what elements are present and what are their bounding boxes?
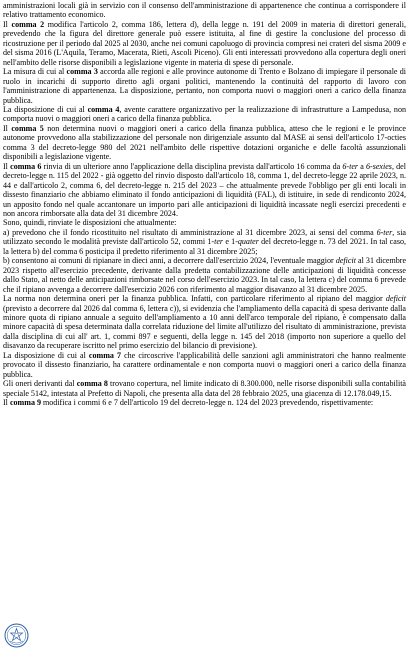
text-run: e 1-	[223, 237, 238, 247]
text-run: La disposizione di cui al	[3, 104, 88, 114]
text-run: La disposizione di cui al	[3, 350, 89, 360]
text-run: al 31 dicembre 2023 rispetto all'esercizio precedente, derivante dalla predetta contabilizzazione delle anticipazioni di liquidità concesse dallo Stato, al netto delle anticipazioni rimborsate nel corso dell'esercizio 2023. In tal caso, la lettera c) del comma 6 prevede che il ripiano avvenga a decorrere dall'esercizio 2026 con riferimento al maggior disavanzo al 31 dicembre 2025.	[3, 256, 407, 294]
bold-run: comma 3	[66, 67, 98, 77]
text-run: La norma non determina oneri per la finanza pubblica. Infatti, con particolare riferimento al ripiano del maggior	[3, 294, 386, 304]
text-run: Gli oneri derivanti dal	[3, 379, 77, 389]
text-run: Il	[3, 398, 10, 408]
bold-run: comma 4	[87, 104, 120, 114]
bold-run: comma 8	[76, 379, 108, 389]
text-run: Il	[3, 161, 11, 171]
text-run: a) prevedono che il fondo ricostituito nel risultato di amministrazione al 31 dicembre 2023, ai sensi del comma	[3, 227, 377, 237]
text-run: La misura di cui al	[3, 67, 67, 77]
bold-run: comma 2	[11, 19, 45, 29]
bold-run: comma 9	[9, 398, 41, 408]
paragraph-comma-8	[3, 379, 406, 398]
italic-run: ter	[214, 237, 224, 247]
paragraph-comma-5	[3, 124, 406, 162]
bold-run: comma 6	[10, 161, 42, 171]
text-run: Sono, quindi, rinviate le disposizioni che attualmente:	[3, 218, 177, 228]
text-run: modifica i commi 6 e 7 dell'articolo 19 del decreto-legge n. 124 del 2023 prevedendo, rispettivamente:	[41, 398, 374, 408]
text-run: a	[358, 161, 367, 171]
bold-run: comma 7	[88, 350, 122, 360]
italic-run: quater	[237, 237, 259, 247]
bold-run: comma 5	[11, 123, 44, 133]
paragraph-comma-2	[3, 20, 406, 67]
paragraph-comma-4	[3, 105, 406, 124]
text-run: Il	[3, 123, 12, 133]
paragraph-item-a	[3, 228, 406, 256]
text-run: non determina nuovi o maggiori oneri a carico della finanza pubblica, atteso che le regioni e le province autonome provvedono alla stabilizzazione del personale non dirigenziale assunto dal MASE ai sensi dell'articolo 17-octies comma 3 del decreto-legge 980 del 2021 nell'ambito delle rispettive dotazioni organiche e delle facoltà assunzionali disponibili a legislazione vigente.	[3, 123, 406, 162]
paragraph-comma-7	[3, 351, 406, 379]
paragraph-comma-3	[3, 67, 406, 105]
paragraph-comma-9	[3, 398, 406, 407]
text-run: , del decreto-legge n. 115 del 2022 - già oggetto del rinvio disposto dall'articolo 18, comma 1, del decreto-legge 22 aprile 2023, n. 44 e dall'articolo 2, comma 6, del decreto-legge n. 215 del 2023 – che attualmente prevede l'obbligo per gli enti locali in dissesto finanziario che abbiamo eliminato il fondo anticipazioni di liquidità (FAL), di istituire, in sede di rendiconto 2024, un apposito fondo nel quale accantonare un importo pari alle anticipazioni di liquidità incassate negli esercizi precedenti e non ancora rimborsate alla data del 31 dicembre 2024.	[3, 161, 406, 218]
text-run: Il	[3, 19, 12, 29]
text-run: trovano copertura, nel limite indicato di 8.300.000, nelle risorse disponibili sulla contabilità speciale 5142, intestata al Prefetto di Napoli, che presenta alla data del 28 febbraio 2025, una giacenza di 12.178.049,15.	[3, 379, 406, 398]
republic-seal-icon	[4, 623, 29, 648]
text-run: modifica l'articolo 2, comma 186, lettera d), della legge n. 191 del 2009 in materia di direttori generali, prevedendo che la figura del direttore generale può essere istituita, al fine di gestire la conclusione del processo di ricostruzione per il periodo dal 2025 al 2030, anche nei comuni capoluogo di provincia compresi nei crateri del sisma 2009 e del sisma 2016 (L'Aquila, Teramo, Macerata, Rieti, Ascoli Piceno). Gli enti interessati provvedono alla copertura degli oneri nell'ambito delle risorse disponibili a legislazione vigente in materia di spese di personale.	[3, 19, 406, 67]
document-body	[3, 1, 406, 407]
text-run: , sia utilizzato secondo le modalità previste dall'articolo 52, commi 1-	[3, 227, 407, 247]
text-run: amministrazioni locali già in servizio con il consenso dell'amministrazione di appartenence che continua a corrispondere il relativo trattamento economico.	[3, 1, 406, 20]
italic-run: 6-ter	[342, 161, 359, 171]
paragraph-item-b	[3, 256, 406, 294]
paragraph-rinviate	[3, 218, 406, 227]
paragraph-p0	[3, 1, 406, 20]
text-run: rinvia di un ulteriore anno l'applicazione della disciplina prevista dall'articolo 16 comma da	[41, 161, 343, 171]
text-run: (previsto a decorrere dal 2026 dal comma 6, lettera c)), si evidenzia che l'ampliamento della capacità di spesa derivante dalla minore quota di ripiano annuale a seguito dell'ampliamento a 10 anni dell'arco temporale del ripiano, è compensato dalla minore capacità di spesa determinata dalla correlata riduzione del limite all'utilizzo del risultato di amministrazione, prevista dalla disciplina di cui all' art. 1, commi 897 e seguenti, della legge n. 145 del 2018 (importo non superiore a quello del disavanzo da recuperare iscritto nel primo esercizio del bilancio di previsione).	[3, 303, 406, 351]
text-run: accorda alle regioni e alle province autonome di Trento e Bolzano di impiegare il personale di ruolo in incarichi di supporto diretto agli organi politici, mantenendo la continuità del rapporto di lavoro con l'amministrazione di appartenenza. La disposizione, pertanto, non comporta nuovi o maggiori oneri a carico della finanza pubblica.	[3, 67, 407, 105]
paragraph-oneri	[3, 294, 406, 351]
italic-run: 6-ter	[376, 227, 393, 237]
italic-run: deficit	[385, 294, 406, 304]
text-run: che circoscrive l'applicabilità delle sanzioni agli amministratori che hanno realmente provocato il dissesto finanziario, ha carattere ordinamentale e non comporta nuovi o maggiori oneri a carico della finanza pubblica.	[3, 350, 406, 379]
italic-run: 6-sexies	[366, 161, 392, 171]
text-run: b) consentono ai comuni di ripianare in dieci anni, a decorrere dall'esercizio 2024, l'eventuale maggior	[3, 256, 336, 266]
text-run: del decreto-legge n. 73 del 2021. In tal caso, la lettera b) del comma 6 posticipa il predetto riferimento al 31 dicembre 2025;	[3, 237, 406, 256]
paragraph-comma-6	[3, 162, 406, 219]
italic-run: deficit	[335, 256, 356, 266]
text-run: , avente carattere organizzativo per la realizzazione di infrastrutture a Lampedusa, non comporta nuovi o maggiori oneri a carico della finanza pubblica.	[3, 104, 406, 124]
